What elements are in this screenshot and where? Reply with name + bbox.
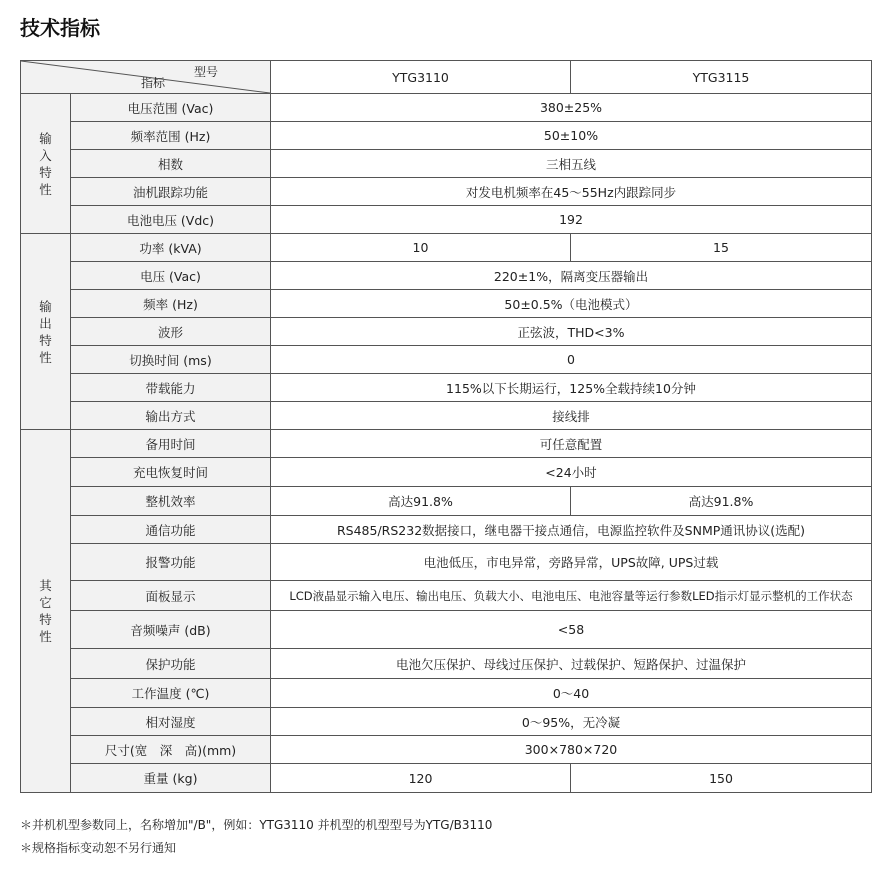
table-row bbox=[21, 150, 872, 178]
table-row bbox=[21, 178, 872, 206]
table-row bbox=[21, 516, 872, 544]
row-label: 工作温度 (℃) bbox=[71, 679, 271, 708]
row-value: 380±25% bbox=[271, 94, 872, 122]
table-row bbox=[21, 611, 872, 649]
row-label: 整机效率 bbox=[71, 487, 271, 516]
row-label: 功率 (kVA) bbox=[71, 234, 271, 262]
table-row bbox=[21, 679, 872, 708]
footnote: ＊规格指标变动恕不另行通知 bbox=[20, 841, 177, 855]
row-value: 0 bbox=[271, 346, 872, 374]
row-value: <58 bbox=[271, 611, 872, 649]
row-value-model-2: 高达91.8% bbox=[571, 487, 872, 516]
table-row bbox=[21, 374, 872, 402]
row-value: 正弦波，THD<3% bbox=[271, 318, 872, 346]
row-value: 192 bbox=[271, 206, 872, 234]
row-value: 300×780×720 bbox=[271, 736, 872, 764]
table-row bbox=[21, 649, 872, 679]
row-value: 220±1%，隔离变压器输出 bbox=[271, 262, 872, 290]
table-row bbox=[21, 346, 872, 374]
table-row bbox=[21, 458, 872, 487]
row-label: 通信功能 bbox=[71, 516, 271, 544]
row-label: 尺寸(宽 深 高)(mm) bbox=[71, 736, 271, 764]
row-label: 切换时间 (ms) bbox=[71, 346, 271, 374]
footnote: ＊并机机型参数同上，名称增加"/B"，例如：YTG3110 并机型的机型型号为YTG/B3110 bbox=[20, 818, 493, 832]
row-label: 电池电压 (Vdc) bbox=[71, 206, 271, 234]
row-label: 带载能力 bbox=[71, 374, 271, 402]
row-label: 相数 bbox=[71, 150, 271, 178]
row-value: 50±0.5%（电池模式） bbox=[271, 290, 872, 318]
row-label: 电压 (Vac) bbox=[71, 262, 271, 290]
row-value: 可任意配置 bbox=[271, 430, 872, 458]
table-row bbox=[21, 430, 872, 458]
table-row bbox=[21, 764, 872, 793]
corner-spec-label: 指标 bbox=[141, 76, 166, 90]
row-label: 输出方式 bbox=[71, 402, 271, 430]
corner-model-label: 型号 bbox=[193, 65, 218, 79]
spec-table bbox=[20, 60, 872, 793]
row-label: 频率范围 (Hz) bbox=[71, 122, 271, 150]
row-label: 面板显示 bbox=[71, 581, 271, 611]
table-row bbox=[21, 581, 872, 611]
row-label: 频率 (Hz) bbox=[71, 290, 271, 318]
row-value-model-1: 高达91.8% bbox=[271, 487, 571, 516]
row-value: 电池低压，市电异常，旁路异常，UPS故障, UPS过载 bbox=[271, 544, 872, 581]
row-value: RS485/RS232数据接口，继电器干接点通信，电源监控软件及SNMP通讯协议(选配) bbox=[271, 516, 872, 544]
row-label: 相对湿度 bbox=[71, 708, 271, 736]
row-label: 保护功能 bbox=[71, 649, 271, 679]
row-value: LCD液晶显示输入电压、输出电压、负载大小、电池电压、电池容量等运行参数LED指示灯显示整机的工作状态 bbox=[271, 581, 872, 611]
group-output: 输 出 特 性 bbox=[21, 234, 71, 430]
header-row bbox=[21, 61, 872, 94]
row-value-model-2: 150 bbox=[571, 764, 872, 793]
row-value: <24小时 bbox=[271, 458, 872, 487]
table-row bbox=[21, 122, 872, 150]
corner-cell bbox=[21, 61, 271, 94]
row-label: 油机跟踪功能 bbox=[71, 178, 271, 206]
table-row bbox=[21, 402, 872, 430]
row-value: 电池欠压保护、母线过压保护、过载保护、短路保护、过温保护 bbox=[271, 649, 872, 679]
table-row bbox=[21, 318, 872, 346]
row-label: 报警功能 bbox=[71, 544, 271, 581]
table-row bbox=[21, 290, 872, 318]
table-row bbox=[21, 262, 872, 290]
table-row bbox=[21, 94, 872, 122]
group-input: 输 入 特 性 bbox=[21, 94, 71, 234]
row-value: 50±10% bbox=[271, 122, 872, 150]
row-value: 0～95%，无冷凝 bbox=[271, 708, 872, 736]
table-row bbox=[21, 708, 872, 736]
model-header-2: YTG3115 bbox=[571, 61, 872, 94]
table-row bbox=[21, 736, 872, 764]
row-label: 波形 bbox=[71, 318, 271, 346]
table-row bbox=[21, 234, 872, 262]
page-title: 技术指标 bbox=[20, 16, 100, 40]
row-value-model-1: 10 bbox=[271, 234, 571, 262]
footnotes bbox=[20, 814, 492, 860]
row-value: 三相五线 bbox=[271, 150, 872, 178]
row-value: 0～40 bbox=[271, 679, 872, 708]
row-value: 接线排 bbox=[271, 402, 872, 430]
table-row bbox=[21, 487, 872, 516]
table-row bbox=[21, 544, 872, 581]
row-label: 充电恢复时间 bbox=[71, 458, 271, 487]
row-value-model-2: 15 bbox=[571, 234, 872, 262]
row-label: 电压范围 (Vac) bbox=[71, 94, 271, 122]
group-other: 其 它 特 性 bbox=[21, 430, 71, 793]
row-label: 备用时间 bbox=[71, 430, 271, 458]
row-value: 对发电机频率在45～55Hz内跟踪同步 bbox=[271, 178, 872, 206]
row-value: 115%以下长期运行，125%全载持续10分钟 bbox=[271, 374, 872, 402]
row-label: 音频噪声 (dB) bbox=[71, 611, 271, 649]
table-row bbox=[21, 206, 872, 234]
row-label: 重量 (kg) bbox=[71, 764, 271, 793]
model-header-1: YTG3110 bbox=[271, 61, 571, 94]
row-value-model-1: 120 bbox=[271, 764, 571, 793]
